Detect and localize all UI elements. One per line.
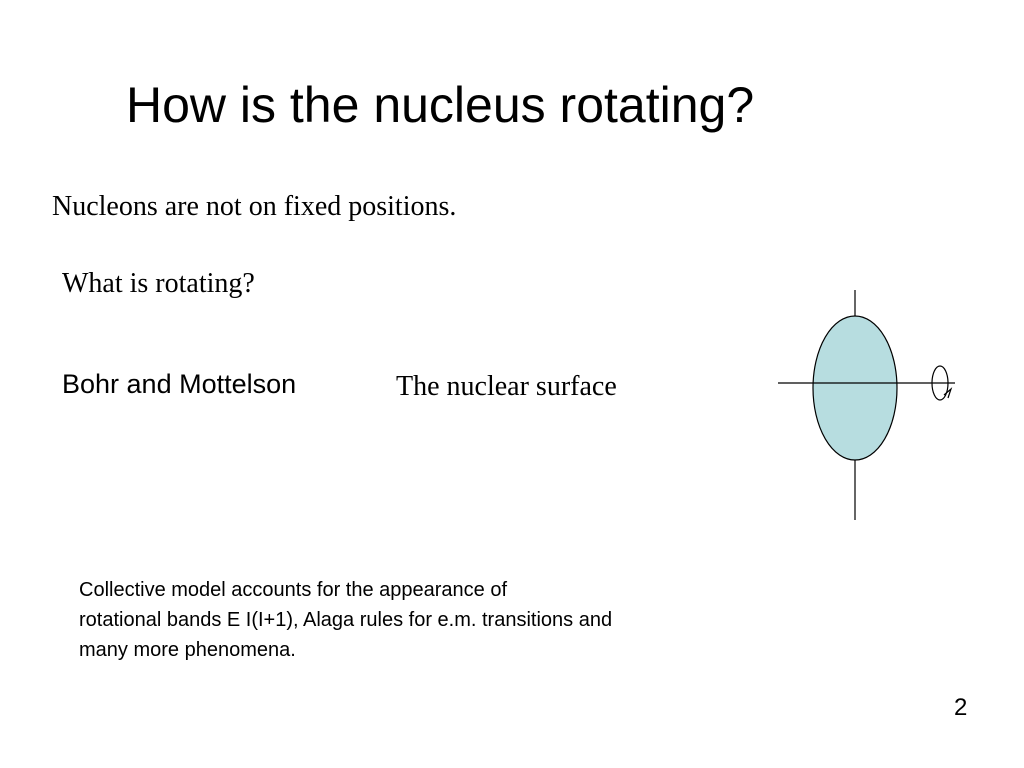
note-line-1: Collective model accounts for the appearance of bbox=[79, 579, 508, 601]
collective-model-note bbox=[79, 575, 779, 665]
nuclear-surface-label: The nuclear surface bbox=[396, 371, 617, 402]
note-line-2: rotational bands E I(I+1), Alaga rules for e.m. transitions and bbox=[79, 609, 613, 631]
nucleus-shape bbox=[813, 316, 897, 460]
slide-title: How is the nucleus rotating? bbox=[126, 77, 755, 133]
note-line-3: many more phenomena. bbox=[79, 639, 296, 661]
nucleus-rotation-diagram bbox=[770, 285, 970, 525]
bohr-mottelson-label: Bohr and Mottelson bbox=[62, 369, 297, 399]
nucleons-statement: Nucleons are not on fixed positions. bbox=[52, 191, 457, 222]
rotation-question: What is rotating? bbox=[62, 268, 255, 299]
slide-page-number: 2 bbox=[954, 694, 968, 721]
